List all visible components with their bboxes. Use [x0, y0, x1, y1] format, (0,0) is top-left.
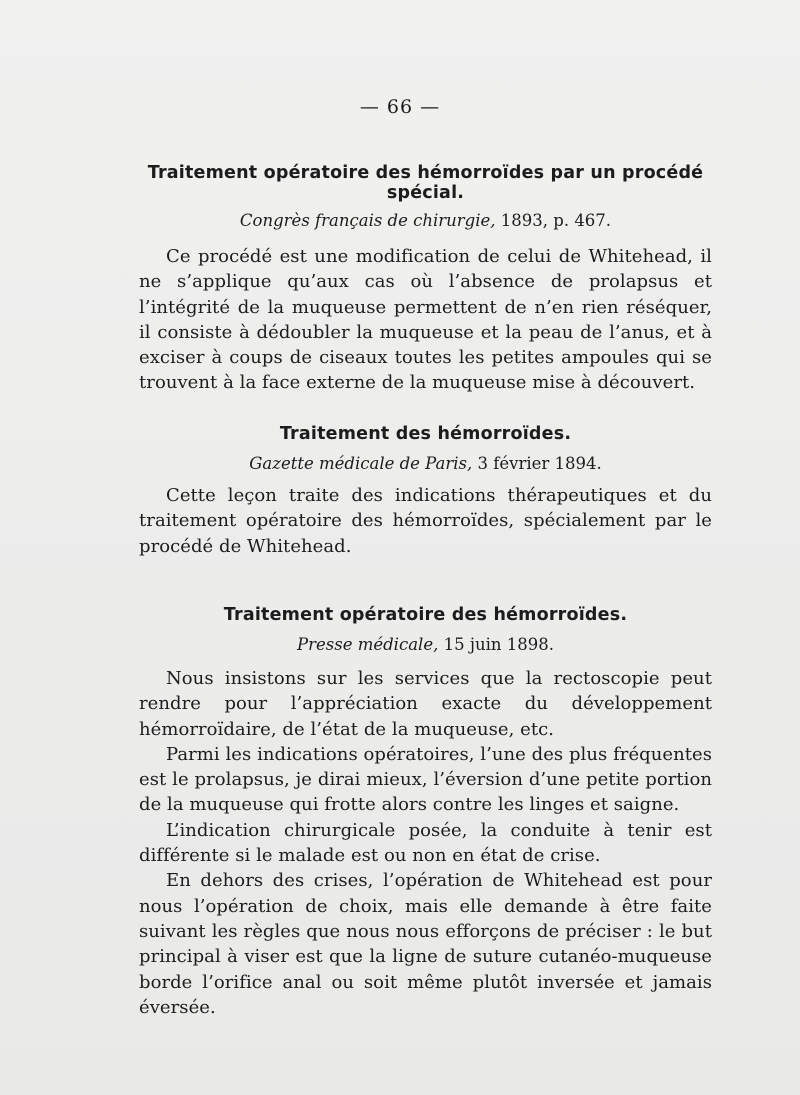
paragraph: Ce procédé est une modification de celui de Whitehead, il ne s’applique qu’aux cas où l’absence de prolapsus et l’intégrité de la muqueuse permettent de n’en rien réséquer, il consiste à dédoubler la muqueuse et la peau de l’anus, et à exciser à coups de ciseaux toutes les petites ampoules qui se trouvent à la face externe de la muqueuse mise à découvert.	[139, 246, 712, 394]
citation	[139, 454, 712, 473]
paragraph: Cette leçon traite des indications thérapeutiques et du traitement opératoire des hémorroïdes, spécialement par le procédé de Whitehead.	[139, 485, 712, 557]
citation-source: Presse médicale,	[297, 635, 439, 654]
section-title: Traitement des hémorroïdes.	[279, 424, 572, 444]
citation-source: Gazette médicale de Paris,	[249, 454, 473, 473]
citation	[139, 211, 712, 230]
section-body	[139, 244, 712, 396]
paragraph: Nous insistons sur les services que la rectoscopie peut rendre pour l’appréciation exacte du développement hémorroïdaire, de l’état de la muqueuse, etc.	[139, 668, 712, 740]
section-body	[139, 483, 712, 559]
citation-date: 15 juin 1898.	[443, 635, 554, 654]
citation-date: 1893, p. 467.	[500, 211, 612, 230]
citation-date: 3 février 1894.	[477, 454, 602, 473]
section-title: Traitement opératoire des hémorroïdes.	[223, 605, 628, 625]
citation	[139, 635, 712, 654]
paragraph: En dehors des crises, l’opération de Whitehead est pour nous l’opération de choix, mais elle demande à être faite suivant les règles que nous nous efforçons de préciser : le but principal à viser est que la ligne de suture cutanéo-muqueuse borde l’orifice anal ou soit même plutôt inversée et jamais éversée.	[139, 870, 712, 1018]
paragraph: L’indication chirurgicale posée, la conduite à tenir est différente si le malade est ou non en état de crise.	[139, 819, 712, 867]
citation-source: Congrès français de chirurgie,	[239, 211, 496, 230]
section-2	[139, 424, 712, 559]
section-1	[139, 163, 712, 396]
section-body	[139, 666, 712, 1020]
paragraph: Parmi les indications opératoires, l’une des plus fréquentes est le prolapsus, je dirai mieux, l’éversion d’une petite portion de la muqueuse qui frotte alors contre les linges et saigne.	[139, 743, 712, 816]
section-3	[139, 605, 712, 1020]
section-title: Traitement opératoire des hémorroïdes par un procédé spécial.	[147, 163, 704, 203]
page-number: — 66 —	[359, 96, 441, 118]
